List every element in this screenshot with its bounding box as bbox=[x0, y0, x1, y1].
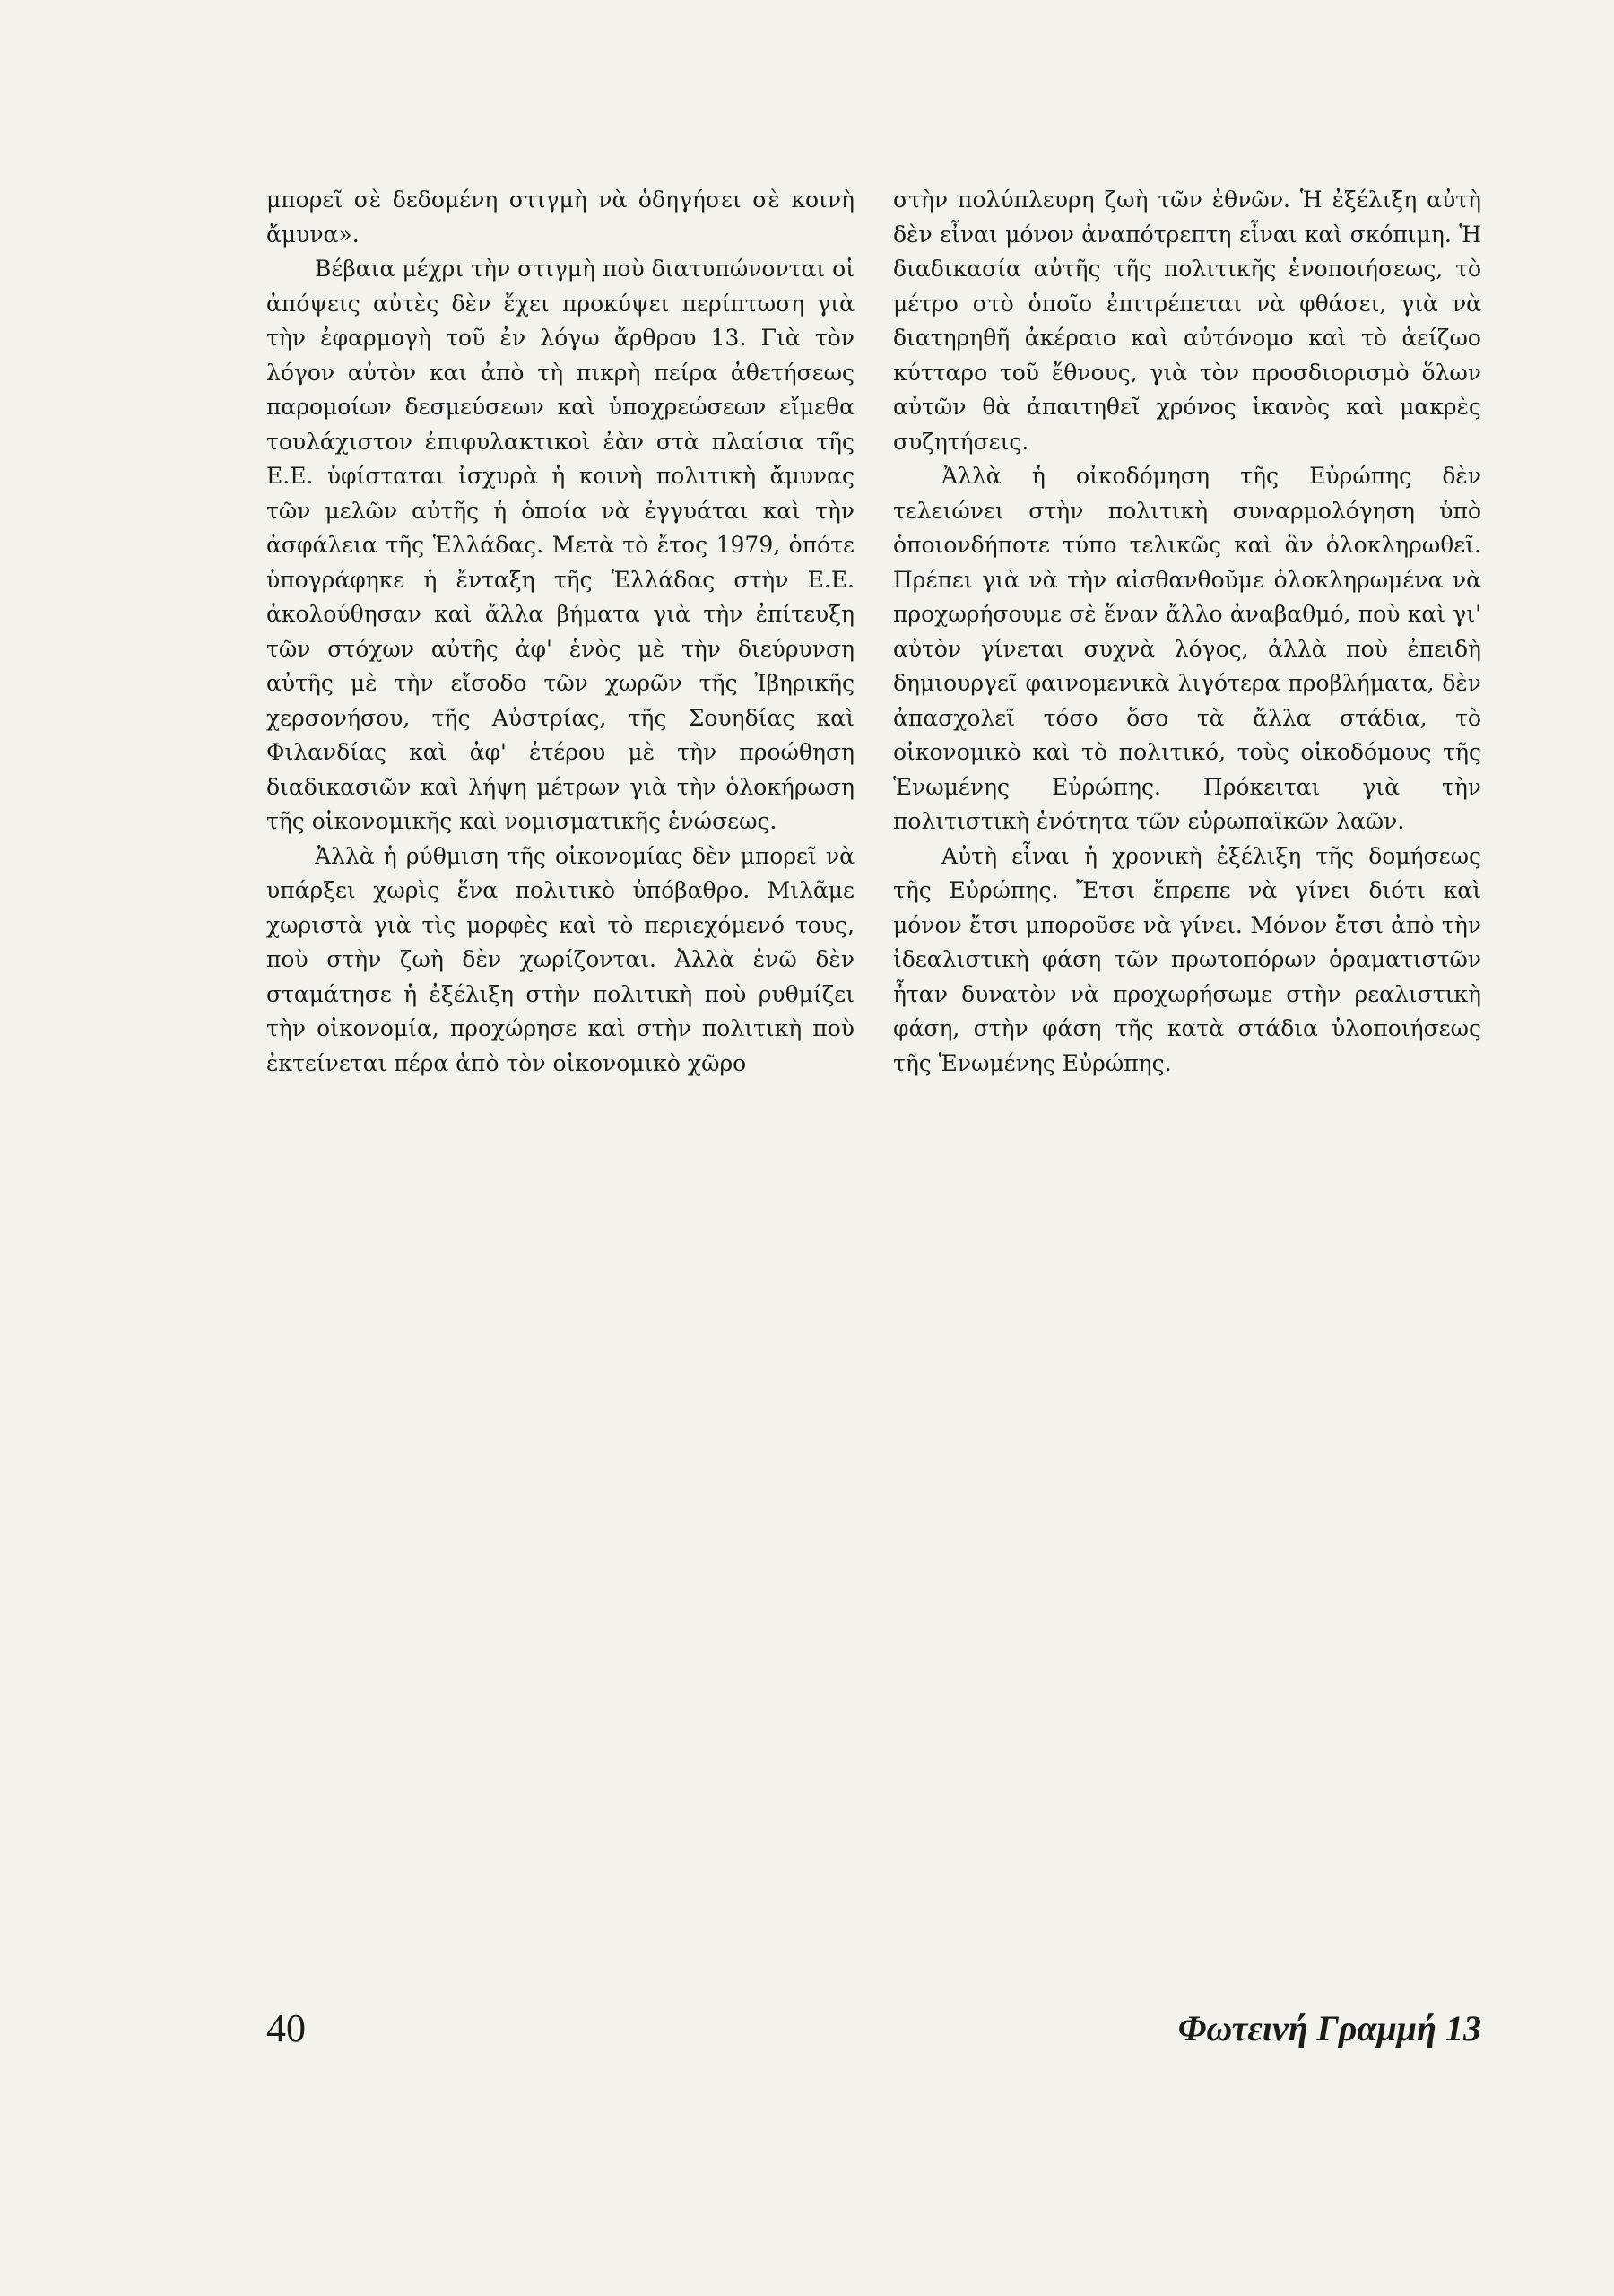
left-column bbox=[266, 183, 855, 1081]
right-column bbox=[893, 183, 1481, 1081]
paragraph: Ἀλλὰ ἡ ρύθμιση τῆς οἰκονομίας δὲν μπορεῖ νὰ υπάρξει χωρὶς ἕνα πολιτικὸ ὑπόβαθρο. Μιλᾶμε χωριστὰ γιὰ τὶς μορφὲς καὶ τὸ περιεχόμενό τους, ποὺ στὴν ζωὴ δὲν χωρίζονται. Ἀλλὰ ἐνῶ δὲν σταμάτησε ἡ ἐξέλιξη στὴν πολιτικὴ ποὺ ρυθμίζει τὴν οἰκονομία, προχώρησε καὶ στὴν πολιτικὴ ποὺ ἐκτείνεται πέρα ἀπὸ τὸν οἰκονομικὸ χῶρο bbox=[266, 842, 855, 1076]
paragraph: στὴν πολύπλευρη ζωὴ τῶν ἐθνῶν. Ἡ ἐξέλιξη αὐτὴ δὲν εἶναι μόνον ἀναπότρεπτη εἶναι καὶ σκόπιμη. Ἡ διαδικασία αὐτῆς τῆς πολιτικῆς ἑνοποιήσεως, τὸ μέτρο στὸ ὁποῖο ἐπιτρέπεται νὰ φθάσει, γιὰ νὰ διατηρηθῆ ἀκέραιο καὶ αὐτόνομο καὶ τὸ ἀείζωο κύτταρο τοῦ ἔθνους, γιὰ τὸν προσδιορισμὸ ὅλων αὐτῶν θὰ ἀπαιτηθεῖ χρόνος ἱκανὸς καὶ μακρὲς συζητήσεις. bbox=[893, 187, 1481, 455]
paragraph: μπορεῖ σὲ δεδομένη στιγμὴ νὰ ὁδηγήσει σὲ κοινὴ ἄμυνα». bbox=[266, 187, 855, 248]
publication-title: Φωτεινή Γραμμή 13 bbox=[1177, 2008, 1481, 2048]
paragraph: Αὐτὴ εἶναι ἡ χρονικὴ ἐξέλιξη τῆς δομήσεως τῆς Εὐρώπης. Ἔτσι ἔπρεπε νὰ γίνει διότι καὶ μόνον ἔτσι μποροῦσε νὰ γίνει. Μόνον ἔτσι ἀπὸ τὴν ἰδεαλιστικὴ φάση τῶν πρωτοπόρων ὁραματιστῶν ἦταν δυνατὸν νὰ προχωρήσωμε στὴν ρεαλιστικὴ φάση, στὴν φάση τῆς κατὰ στάδια ὑλοποιήσεως τῆς Ἑνωμένης Εὐρώπης. bbox=[893, 842, 1481, 1076]
page-number: 40 bbox=[266, 2006, 306, 2050]
paragraph: Βέβαια μέχρι τὴν στιγμὴ ποὺ διατυπώνονται οἱ ἀπόψεις αὐτὲς δὲν ἔχει προκύψει περίπτωση γιὰ τὴν ἐφαρμογὴ τοῦ ἐν λόγω ἄρθρου 13. Γιὰ τὸν λόγον αὐτὸν και ἀπὸ τὴ πικρὴ πείρα ἀθετήσεως παρομοίων δεσμεύσεων καὶ ὑποχρεώσεων εἴμεθα τουλάχιστον ἐπιφυλακτικοὶ ἐὰν στὰ πλαίσια τῆς Ε.Ε. ὑφίσταται ἰσχυρὰ ἡ κοινὴ πολιτικὴ ἄμυνας τῶν μελῶν αὐτῆς ἡ ὁποία νὰ ἐγγυάται καὶ τὴν ἀσφάλεια τῆς Ἑλλάδας. Μετὰ τὸ ἔτος 1979, ὁπότε ὑπογράφηκε ἡ ἔνταξη τῆς Ἑλλάδας στὴν Ε.Ε. ἀκολούθησαν καὶ ἄλλα βήματα γιὰ τὴν ἐπίτευξη τῶν στόχων αὐτῆς ἀφ' ἑνὸς μὲ τὴν διεύρυνση αὐτῆς μὲ τὴν εἴσοδο τῶν χωρῶν τῆς Ἰβηρικῆς χερσονήσου, τῆς Αὐστρίας, τῆς Σουηδίας καὶ Φιλανδίας καὶ ἀφ' ἑτέρου μὲ τὴν προώθηση διαδικασιῶν καὶ λήψη μέτρων γιὰ τὴν ὁλοκήρωση τῆς οἰκονομικῆς καὶ νομισματικῆς ἑνώσεως. bbox=[266, 256, 855, 834]
paragraph: Ἀλλὰ ἡ οἰκοδόμηση τῆς Εὐρώπης δὲν τελειώνει στὴν πολιτικὴ συναρμολόγηση ὑπὸ ὁποιονδήποτε τύπο τελικῶς καὶ ἂν ὁλοκληρωθεῖ. Πρέπει γιὰ νὰ τὴν αἰσθανθοῦμε ὁλοκληρωμένα νὰ προχωρήσουμε σὲ ἕναν ἄλλο ἀναβαθμό, ποὺ καὶ γι' αὐτὸν γίνεται συχνὰ λόγος, ἀλλὰ ποὺ ἐπειδὴ δημιουργεῖ φαινομενικὰ λιγότερα προβλήματα, δὲν ἀπασχολεῖ τόσο ὅσο τὰ ἄλλα στάδια, τὸ οἰκονομικὸ καὶ τὸ πολιτικό, τοὺς οἰκοδόμους τῆς Ἑνωμένης Εὐρώπης. Πρόκειται γιὰ τὴν πολιτιστικὴ ἑνότητα τῶν εὐρωπαϊκῶν λαῶν. bbox=[893, 463, 1481, 834]
